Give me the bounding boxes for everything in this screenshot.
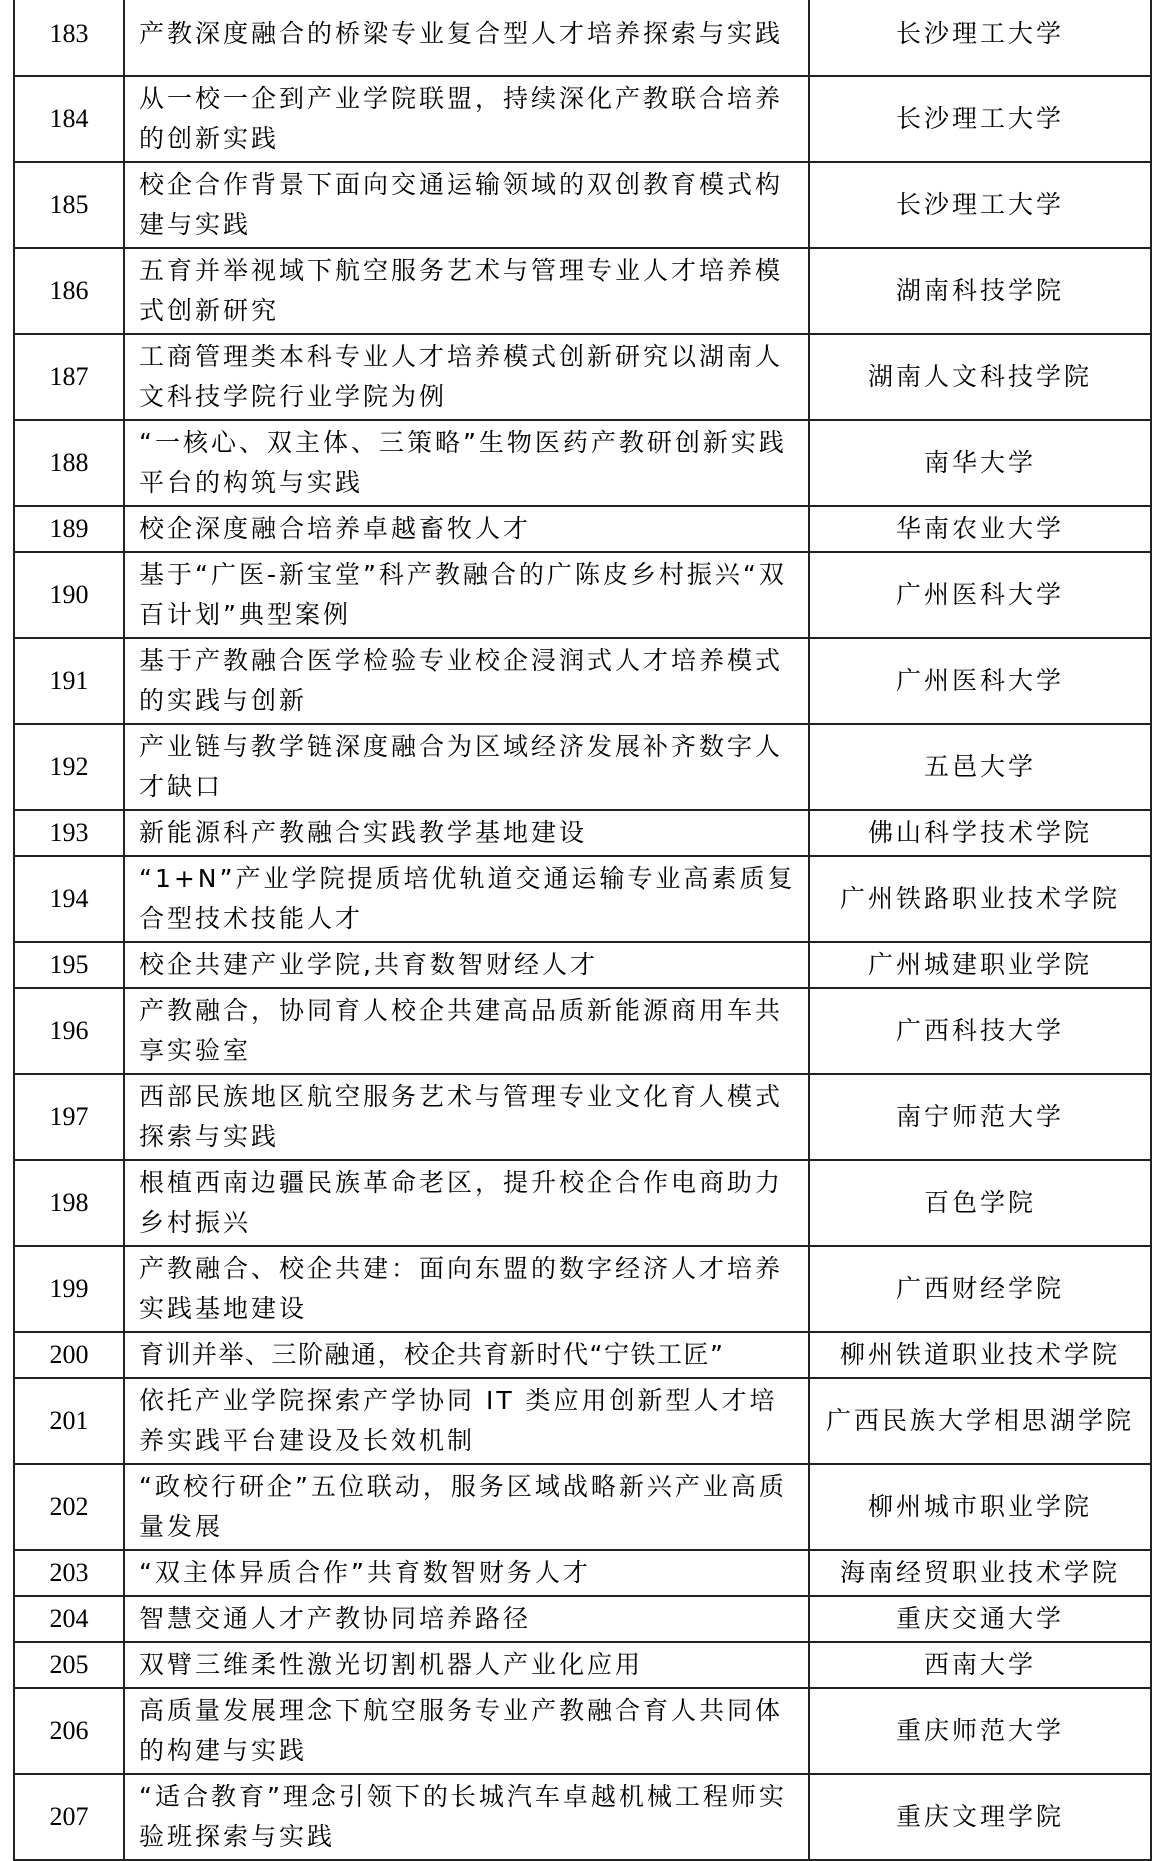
- table-row: [14, 1464, 1151, 1550]
- table-row: [14, 552, 1151, 638]
- table-row: [14, 506, 1151, 552]
- row-number: 187: [14, 334, 124, 420]
- row-number: 197: [14, 1074, 124, 1160]
- table-row: [14, 162, 1151, 248]
- project-title: 新能源科产教融合实践教学基地建设: [124, 810, 809, 856]
- project-title: 双臂三维柔性激光切割机器人产业化应用: [124, 1642, 809, 1688]
- table-row: [14, 1332, 1151, 1378]
- row-number: 184: [14, 76, 124, 162]
- institution: 佛山科学技术学院: [809, 810, 1151, 856]
- row-number: 202: [14, 1464, 124, 1550]
- project-title: 校企合作背景下面向交通运输领域的双创教育模式构建与实践: [124, 162, 809, 248]
- table-row: [14, 1246, 1151, 1332]
- table-row: [14, 1596, 1151, 1642]
- row-number: 206: [14, 1688, 124, 1774]
- institution: 重庆师范大学: [809, 1688, 1151, 1774]
- row-number: 190: [14, 552, 124, 638]
- institution: 湖南科技学院: [809, 248, 1151, 334]
- institution: 柳州城市职业学院: [809, 1464, 1151, 1550]
- project-title: 依托产业学院探索产学协同 IT 类应用创新型人才培养实践平台建设及长效机制: [124, 1378, 809, 1464]
- institution: 五邑大学: [809, 724, 1151, 810]
- row-number: 193: [14, 810, 124, 856]
- project-title: 基于产教融合医学检验专业校企浸润式人才培养模式的实践与创新: [124, 638, 809, 724]
- project-title: “1+N”产业学院提质培优轨道交通运输专业高素质复合型技术技能人才: [124, 856, 809, 942]
- institution: 西南大学: [809, 1642, 1151, 1688]
- table-row: [14, 942, 1151, 988]
- table-row: [14, 1074, 1151, 1160]
- row-number: 189: [14, 506, 124, 552]
- project-title: 智慧交通人才产教协同培养路径: [124, 1596, 809, 1642]
- table-row: [14, 856, 1151, 942]
- institution: 广西财经学院: [809, 1246, 1151, 1332]
- project-title: 产教融合、校企共建：面向东盟的数字经济人才培养实践基地建设: [124, 1246, 809, 1332]
- row-number: 204: [14, 1596, 124, 1642]
- row-number: 196: [14, 988, 124, 1074]
- document-page: [13, 0, 1150, 1861]
- table-row: [14, 1688, 1151, 1774]
- row-number: 200: [14, 1332, 124, 1378]
- project-title: “双主体异质合作”共育数智财务人才: [124, 1550, 809, 1596]
- institution: 百色学院: [809, 1160, 1151, 1246]
- project-title: 从一校一企到产业学院联盟，持续深化产教联合培养的创新实践: [124, 76, 809, 162]
- project-title: 校企共建产业学院,共育数智财经人才: [124, 942, 809, 988]
- institution: 柳州铁道职业技术学院: [809, 1332, 1151, 1378]
- project-title: 育训并举、三阶融通，校企共育新时代“宁铁工匠”: [124, 1332, 809, 1378]
- table-row: [14, 420, 1151, 506]
- project-title: 五育并举视域下航空服务艺术与管理专业人才培养模式创新研究: [124, 248, 809, 334]
- row-number: 194: [14, 856, 124, 942]
- institution: 海南经贸职业技术学院: [809, 1550, 1151, 1596]
- project-title: 高质量发展理念下航空服务专业产教融合育人共同体的构建与实践: [124, 1688, 809, 1774]
- table-row: [14, 1378, 1151, 1464]
- table-row: [14, 1774, 1151, 1860]
- table-row: [14, 1642, 1151, 1688]
- row-number: 183: [14, 0, 124, 76]
- row-number: 205: [14, 1642, 124, 1688]
- project-table: [13, 0, 1152, 1861]
- institution: 重庆交通大学: [809, 1596, 1151, 1642]
- project-title: 产教深度融合的桥梁专业复合型人才培养探索与实践: [124, 0, 809, 76]
- row-number: 207: [14, 1774, 124, 1860]
- institution: 长沙理工大学: [809, 76, 1151, 162]
- project-title: 产业链与教学链深度融合为区域经济发展补齐数字人才缺口: [124, 724, 809, 810]
- institution: 广西科技大学: [809, 988, 1151, 1074]
- table-row: [14, 638, 1151, 724]
- table-row: [14, 334, 1151, 420]
- table-row: [14, 1160, 1151, 1246]
- project-title: “政校行研企”五位联动，服务区域战略新兴产业高质量发展: [124, 1464, 809, 1550]
- institution: 湖南人文科技学院: [809, 334, 1151, 420]
- institution: 长沙理工大学: [809, 162, 1151, 248]
- project-title: 根植西南边疆民族革命老区，提升校企合作电商助力乡村振兴: [124, 1160, 809, 1246]
- institution: 广州医科大学: [809, 638, 1151, 724]
- institution: 长沙理工大学: [809, 0, 1151, 76]
- row-number: 191: [14, 638, 124, 724]
- project-title: 基于“广医-新宝堂”科产教融合的广陈皮乡村振兴“双百计划”典型案例: [124, 552, 809, 638]
- institution: 南宁师范大学: [809, 1074, 1151, 1160]
- institution: 广州城建职业学院: [809, 942, 1151, 988]
- table-row: [14, 0, 1151, 76]
- institution: 广州医科大学: [809, 552, 1151, 638]
- project-title: 西部民族地区航空服务艺术与管理专业文化育人模式探索与实践: [124, 1074, 809, 1160]
- project-title: 产教融合，协同育人校企共建高品质新能源商用车共享实验室: [124, 988, 809, 1074]
- table-row: [14, 988, 1151, 1074]
- row-number: 186: [14, 248, 124, 334]
- table-row: [14, 248, 1151, 334]
- row-number: 201: [14, 1378, 124, 1464]
- row-number: 203: [14, 1550, 124, 1596]
- project-title: “适合教育”理念引领下的长城汽车卓越机械工程师实验班探索与实践: [124, 1774, 809, 1860]
- institution: 广州铁路职业技术学院: [809, 856, 1151, 942]
- institution: 华南农业大学: [809, 506, 1151, 552]
- institution: 重庆文理学院: [809, 1774, 1151, 1860]
- row-number: 188: [14, 420, 124, 506]
- project-title: 工商管理类本科专业人才培养模式创新研究以湖南人文科技学院行业学院为例: [124, 334, 809, 420]
- row-number: 185: [14, 162, 124, 248]
- row-number: 199: [14, 1246, 124, 1332]
- row-number: 198: [14, 1160, 124, 1246]
- institution: 广西民族大学相思湖学院: [809, 1378, 1151, 1464]
- table-row: [14, 810, 1151, 856]
- table-row: [14, 724, 1151, 810]
- project-title: 校企深度融合培养卓越畜牧人才: [124, 506, 809, 552]
- table-row: [14, 76, 1151, 162]
- row-number: 195: [14, 942, 124, 988]
- institution: 南华大学: [809, 420, 1151, 506]
- project-title: “一核心、双主体、三策略”生物医药产教研创新实践平台的构筑与实践: [124, 420, 809, 506]
- row-number: 192: [14, 724, 124, 810]
- table-row: [14, 1550, 1151, 1596]
